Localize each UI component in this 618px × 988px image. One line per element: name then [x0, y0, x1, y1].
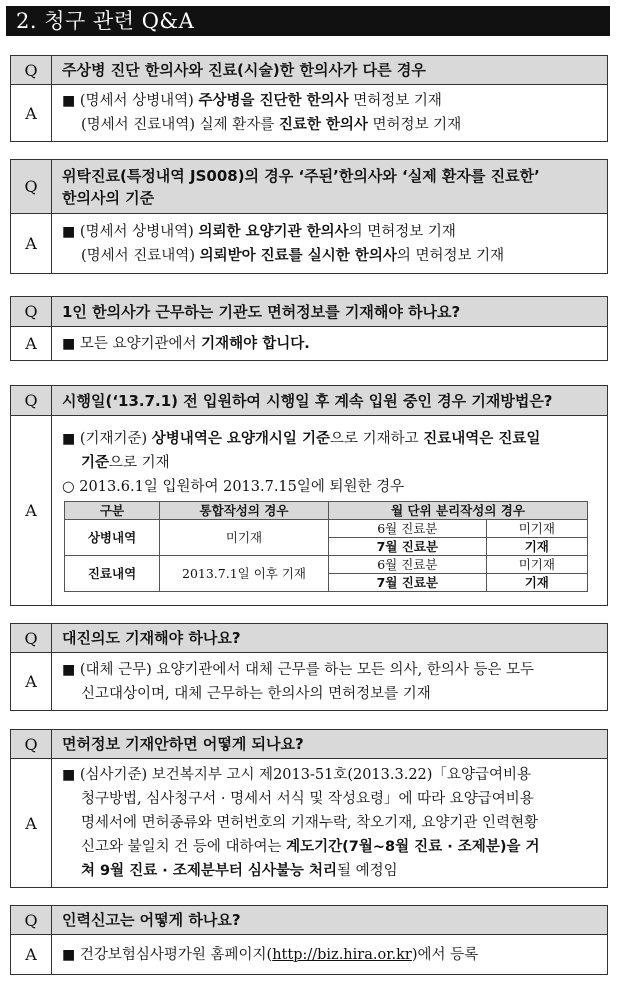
a-label: A	[11, 85, 52, 142]
example-text: 2013.6.1일 입원하여 2013.7.15일에 퇴원한 경우	[79, 479, 405, 495]
answer-text: ■ (대체 근무) 요양기관에서 대체 근무를 하는 모든 의사, 한의사 등은 모두 신고대상이며, 대체 근무하는 한의사의 면허정보를 기재	[52, 653, 608, 711]
bullet-icon: ■	[62, 431, 76, 447]
q-label: Q	[11, 624, 52, 653]
a-label: A	[11, 327, 52, 361]
answer-text: ■ 모든 요양기관에서 기재해야 합니다.	[52, 327, 608, 361]
q-label: Q	[11, 386, 52, 416]
qa-block-1	[10, 55, 608, 142]
a-label: A	[11, 214, 52, 274]
qa-block-3	[10, 296, 608, 361]
answer-text: ■ (명세서 상병내역) 의뢰한 요양기관 한의사의 면허정보 기재 (명세서 진료내역) 의뢰받아 진료를 실시한 한의사의 면허정보 기재	[52, 214, 608, 274]
a-label: A	[11, 416, 52, 606]
bullet-icon: ■	[62, 223, 76, 240]
bullet-icon: ■	[62, 767, 76, 783]
qa-block-2	[10, 159, 608, 274]
bullet-icon: ■	[62, 335, 76, 352]
table-cell: 미기재	[486, 556, 587, 574]
answer-text: ■ 건강보험심사평가원 홈페이지(http://biz.hira.or.kr)에서 등록	[52, 935, 608, 975]
table-row-label: 진료내역	[65, 556, 160, 592]
qa-block-5	[10, 623, 608, 711]
hira-website-link[interactable]: http://biz.hira.or.kr	[272, 946, 412, 963]
qa-block-4	[10, 385, 608, 606]
q-label: Q	[11, 730, 52, 759]
table-cell: 6월 진료분	[329, 556, 487, 574]
table-cell: 2013.7.1일 이후 기재	[160, 556, 329, 592]
a-label: A	[11, 653, 52, 711]
table-cell: 미기재	[160, 520, 329, 556]
a-label: A	[11, 759, 52, 888]
question-text: 면허정보 기재안하면 어떻게 되나요?	[52, 730, 608, 759]
table-row-label: 상병내역	[65, 520, 160, 556]
answer-text: ■ (기재기준) 상병내역은 요양개시일 기준으로 기재하고 진료내역은 진료일 기준으로 기재 ○ 2013.6.1일 입원하여 2013.7.15일에 퇴원한 경우 구분 통합작성의 경우 월 단위 분리작성의 경우 상병내역 미기재 6월 진료분 미기재 7월 진료분 기재 진료내역 2013.7.1일 이후 기재 6월 진료분 미기재 7월 진료분 기재	[52, 416, 608, 606]
q-label: Q	[11, 56, 52, 85]
qa-block-6	[10, 729, 608, 888]
question-text: 주상병 진단 한의사와 진료(시술)한 한의사가 다른 경우	[52, 56, 608, 85]
q-label: Q	[11, 297, 52, 327]
billing-example-table	[64, 501, 588, 592]
answer-text: ■ (명세서 상병내역) 주상병을 진단한 한의사 면허정보 기재 (명세서 진료내역) 실제 환자를 진료한 한의사 면허정보 기재	[52, 85, 608, 142]
section-title: 2. 청구 관련 Q&A	[6, 6, 610, 36]
answer-text: ■ (심사기준) 보건복지부 고시 제2013-51호(2013.3.22)「요양급여비용 청구방법, 심사청구서 · 명세서 서식 및 작성요령」에 따라 요양급여비용 명세서에 면허종류와 면허번호의 기재누락, 착오기재, 요양기관 인력현황 신고와 불일치 건 등에 대하여는 계도기간(7월~8월 진료 · 조제분)을 거 쳐 9월 진료 · 조제분부터 심사불능 처리될 예정임	[52, 759, 608, 888]
q-label: Q	[11, 906, 52, 935]
table-cell: 기재	[486, 574, 587, 592]
table-cell: 미기재	[486, 520, 587, 538]
bullet-icon: ■	[62, 661, 76, 678]
table-cell: 7월 진료분	[329, 538, 487, 556]
a-label: A	[11, 935, 52, 975]
table-header: 월 단위 분리작성의 경우	[329, 502, 588, 520]
bullet-icon: ■	[62, 93, 76, 109]
bullet-icon: ■	[62, 946, 76, 963]
table-header: 통합작성의 경우	[160, 502, 329, 520]
question-text: 위탁진료(특정내역 JS008)의 경우 ‘주된’한의사와 ‘실제 환자를 진료한’ 한의사의 기준	[52, 160, 608, 214]
table-header: 구분	[65, 502, 160, 520]
question-text: 대진의도 기재해야 하나요?	[52, 624, 608, 653]
table-cell: 7월 진료분	[329, 574, 487, 592]
table-cell: 기재	[486, 538, 587, 556]
circle-icon: ○	[62, 479, 75, 495]
qa-block-7	[10, 905, 608, 975]
question-text: 인력신고는 어떻게 하나요?	[52, 906, 608, 935]
question-text: 1인 한의사가 근무하는 기관도 면허정보를 기재해야 하나요?	[52, 297, 608, 327]
question-text: 시행일(‘13.7.1) 전 입원하여 시행일 후 계속 입원 중인 경우 기재방법은?	[52, 386, 608, 416]
q-label: Q	[11, 160, 52, 214]
table-cell: 6월 진료분	[329, 520, 487, 538]
